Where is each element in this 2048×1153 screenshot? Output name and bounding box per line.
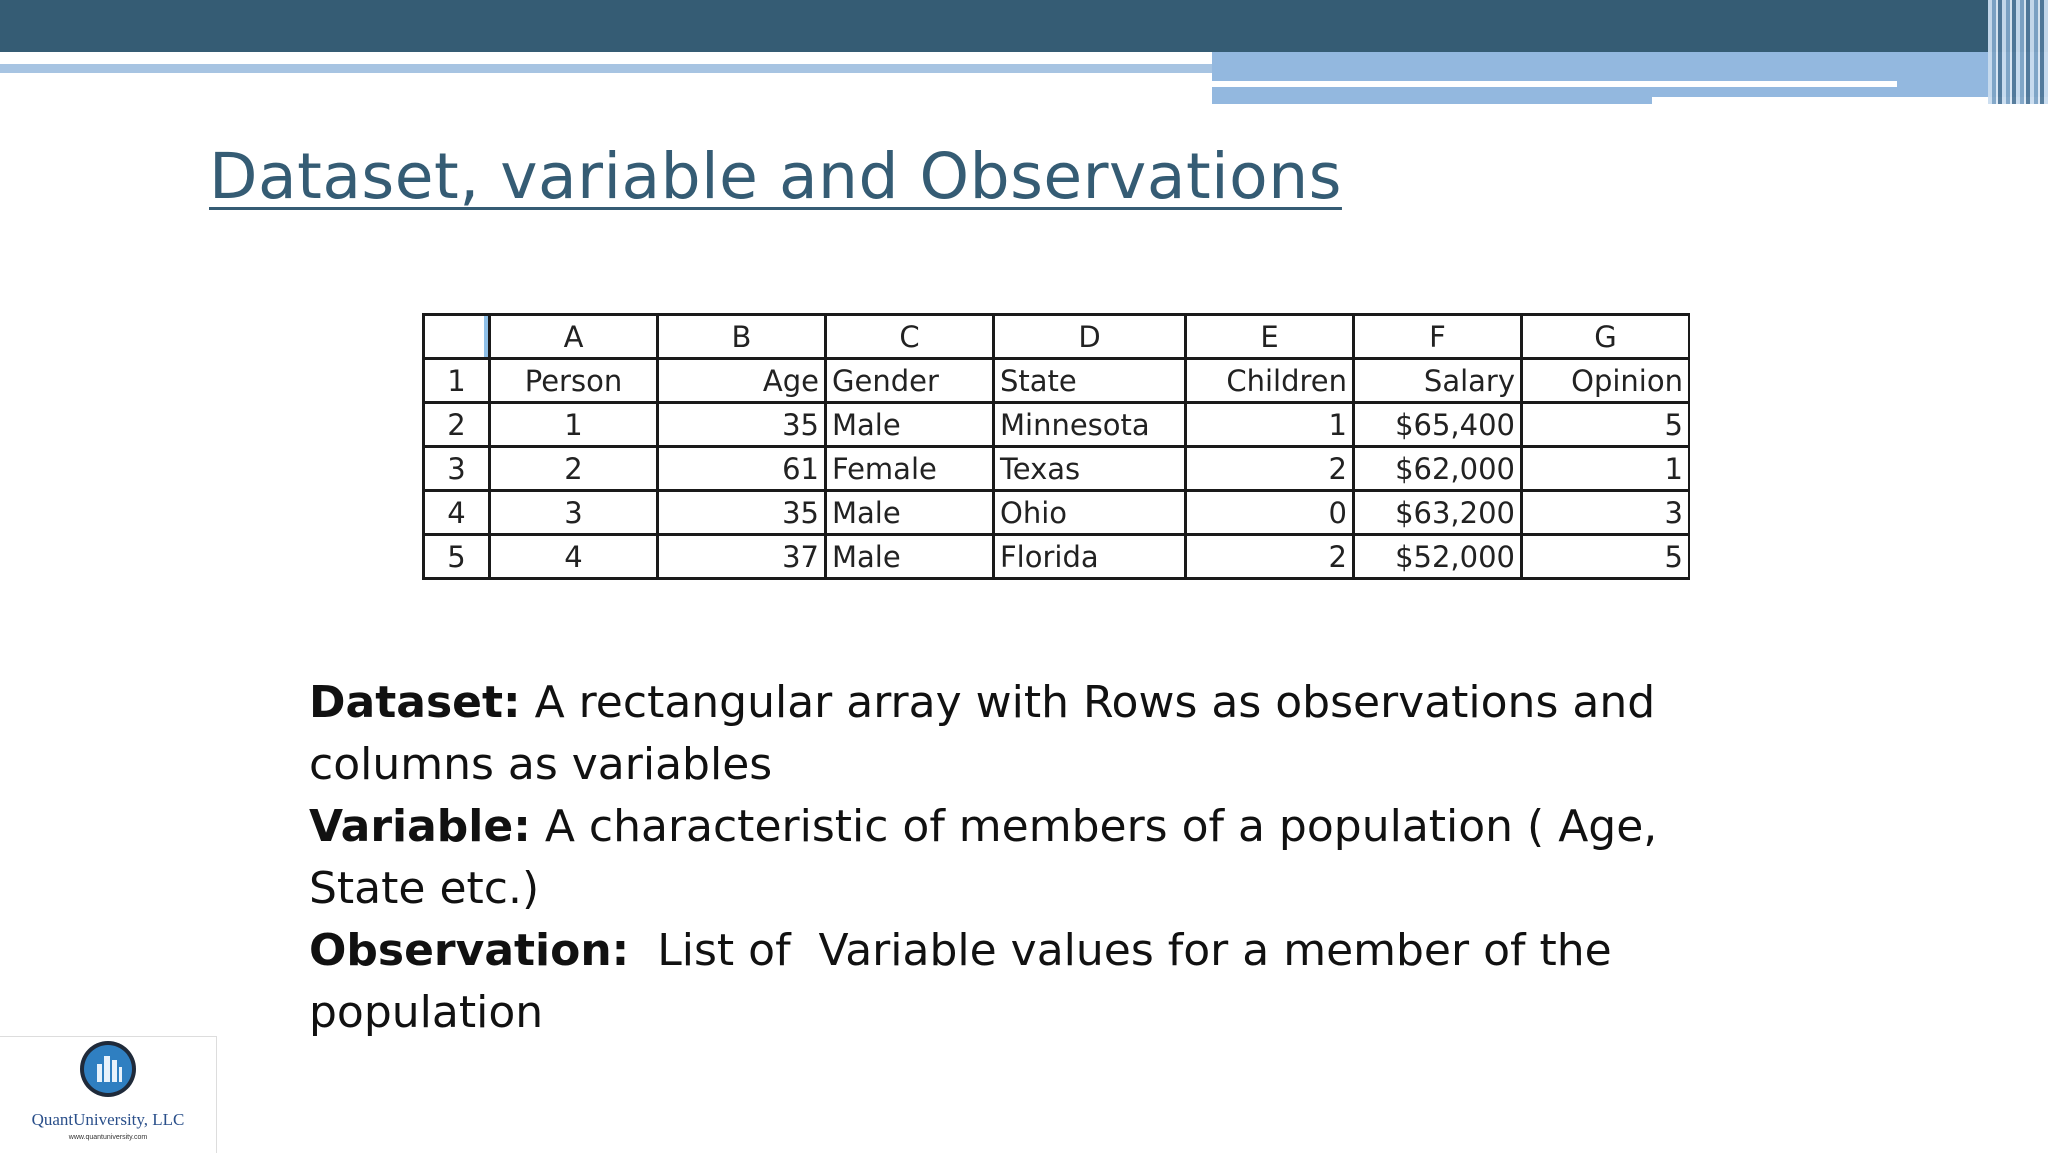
column-letter: A (490, 315, 658, 359)
cell-gender: Male (826, 491, 994, 535)
logo-company-name: QuantUniversity, LLC (31, 1110, 185, 1129)
cell-opinion: 5 (1522, 403, 1690, 447)
table-row (424, 447, 1690, 491)
cell-opinion: 1 (1522, 447, 1690, 491)
cell-salary: $65,400 (1354, 403, 1522, 447)
observation-definition (309, 920, 1749, 1044)
cell-gender: Male (826, 403, 994, 447)
cell-age: 61 (658, 447, 826, 491)
header-cell-person: Person (490, 359, 658, 403)
header-cell-age: Age (658, 359, 826, 403)
table-row (424, 535, 1690, 579)
row-number: 4 (424, 491, 490, 535)
cell-person: 4 (490, 535, 658, 579)
header-cell-state: State (994, 359, 1186, 403)
cell-state: Florida (994, 535, 1186, 579)
spreadsheet-image (422, 313, 1690, 588)
variable-term: Variable: (309, 801, 531, 852)
quantuniversity-logo-icon (79, 1040, 137, 1098)
cell-person: 2 (490, 447, 658, 491)
cell-age: 37 (658, 535, 826, 579)
header-accent-line (1212, 81, 1897, 87)
cell-children: 2 (1186, 535, 1354, 579)
table-row (424, 403, 1690, 447)
slide-title: Dataset, variable and Observations (209, 140, 1342, 213)
cell-opinion: 3 (1522, 491, 1690, 535)
column-letter: F (1354, 315, 1522, 359)
header-strip-line (0, 64, 1212, 73)
column-letter: C (826, 315, 994, 359)
row-number: 3 (424, 447, 490, 491)
definitions-text (309, 672, 1749, 1044)
logo-url: www.quantuniversity.com (68, 1134, 148, 1141)
dataset-term: Dataset: (309, 677, 521, 728)
header-bar (0, 0, 2048, 52)
variable-text: A characteristic of members of a population ( Age, State etc.) (309, 801, 1658, 914)
header-stripes (1988, 0, 2048, 104)
dataset-definition (309, 672, 1749, 796)
column-letter: B (658, 315, 826, 359)
cell-salary: $62,000 (1354, 447, 1522, 491)
cell-gender: Female (826, 447, 994, 491)
observation-text: List of Variable values for a member of the population (309, 925, 1626, 1038)
cell-person: 3 (490, 491, 658, 535)
row-number: 5 (424, 535, 490, 579)
variable-definition (309, 796, 1749, 920)
table-header-row (424, 359, 1690, 403)
column-letter: D (994, 315, 1186, 359)
cell-children: 0 (1186, 491, 1354, 535)
table-row (424, 491, 1690, 535)
cell-children: 2 (1186, 447, 1354, 491)
dataset-text: A rectangular array with Rows as observations and columns as variables (309, 677, 1656, 790)
row-number: 1 (424, 359, 490, 403)
cell-state: Texas (994, 447, 1186, 491)
cell-age: 35 (658, 403, 826, 447)
cell-person: 1 (490, 403, 658, 447)
cell-salary: $52,000 (1354, 535, 1522, 579)
observation-term: Observation: (309, 925, 630, 976)
corner-cell (424, 315, 490, 359)
header-cell-opinion: Opinion (1522, 359, 1690, 403)
cell-state: Ohio (994, 491, 1186, 535)
column-letter-row (424, 315, 1690, 359)
spreadsheet-table (422, 313, 1690, 580)
header-cell-salary: Salary (1354, 359, 1522, 403)
cell-opinion: 5 (1522, 535, 1690, 579)
cell-state: Minnesota (994, 403, 1186, 447)
cell-children: 1 (1186, 403, 1354, 447)
header-cell-gender: Gender (826, 359, 994, 403)
cell-salary: $63,200 (1354, 491, 1522, 535)
column-letter: E (1186, 315, 1354, 359)
row-number: 2 (424, 403, 490, 447)
cell-gender: Male (826, 535, 994, 579)
cell-age: 35 (658, 491, 826, 535)
header-cell-children: Children (1186, 359, 1354, 403)
column-letter: G (1522, 315, 1690, 359)
